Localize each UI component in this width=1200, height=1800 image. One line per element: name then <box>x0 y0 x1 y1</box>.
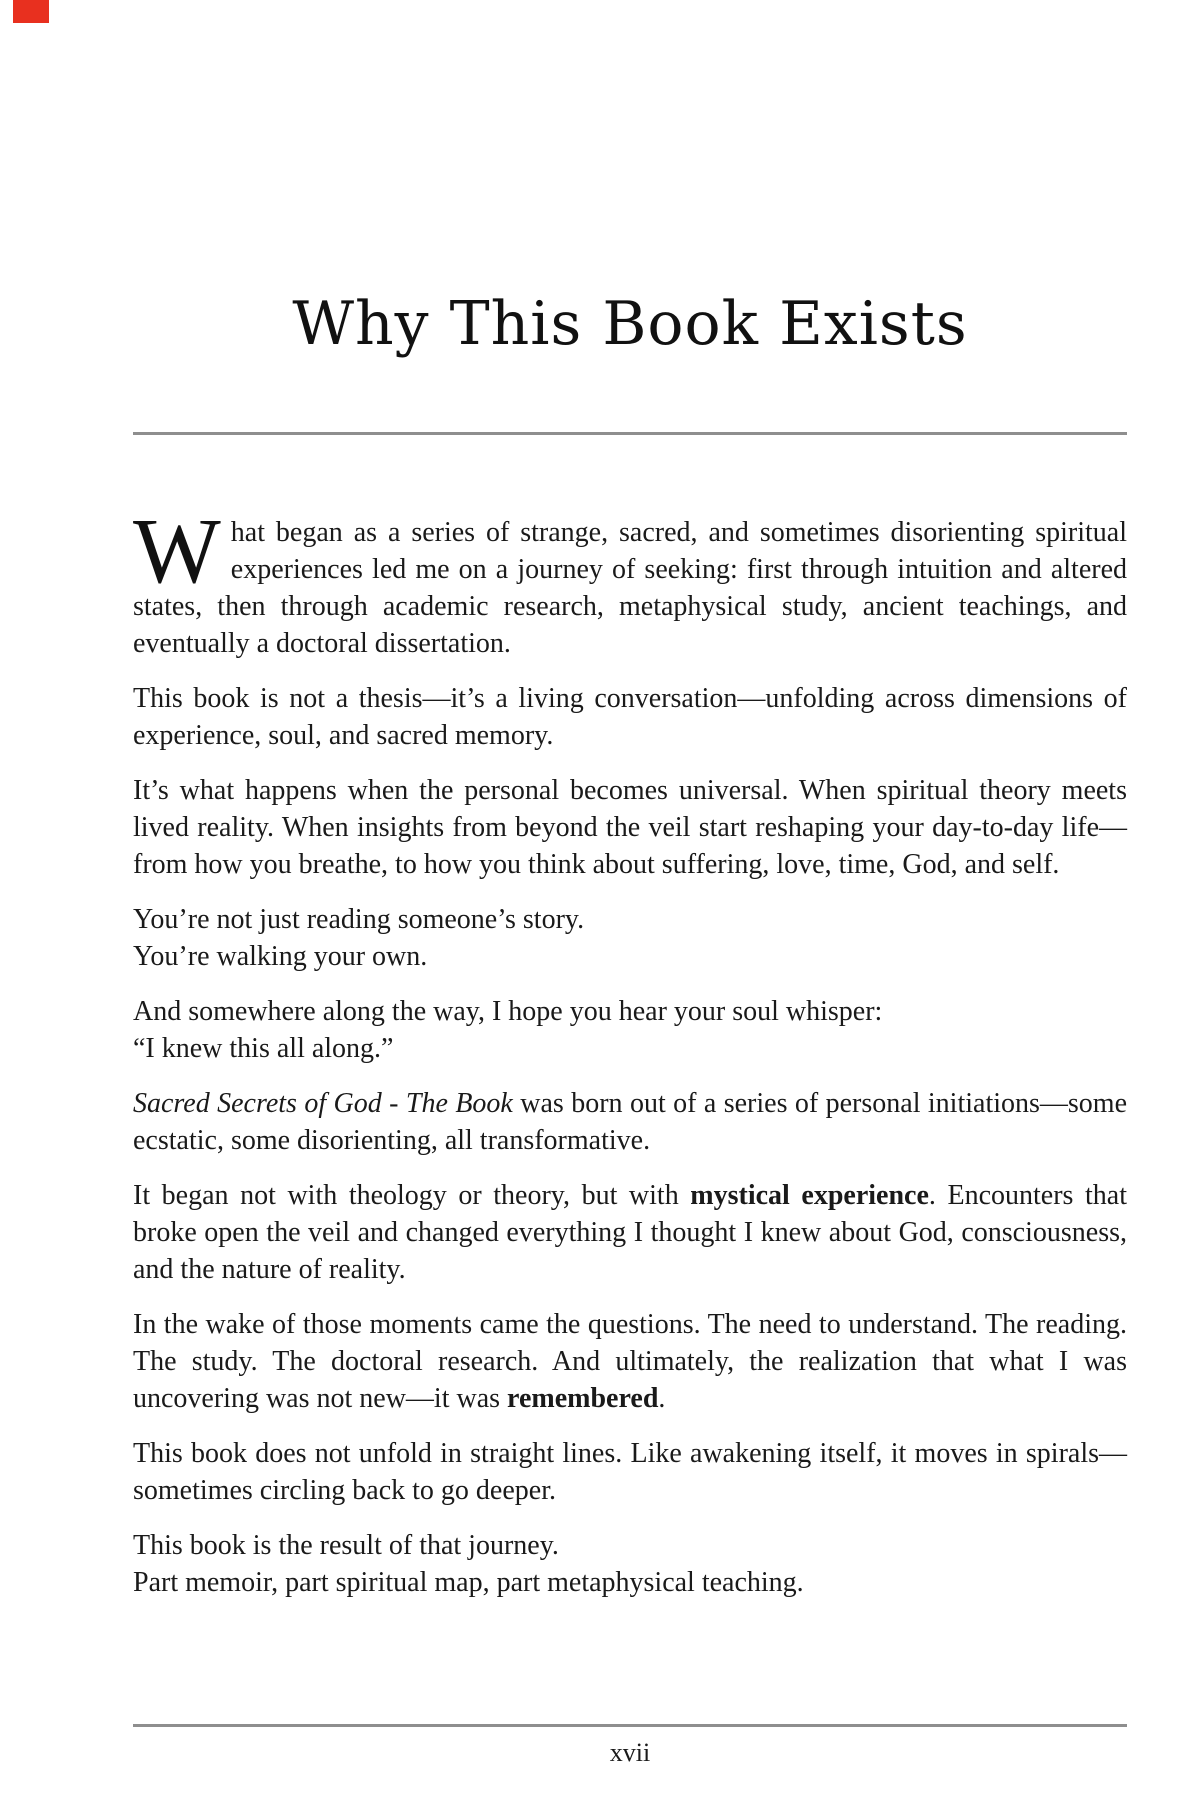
paragraph-born-of-initiations <box>133 1085 1127 1159</box>
body-text <box>133 500 1127 1619</box>
text-run: “I knew this all along.” <box>133 1033 394 1064</box>
text-run: You’re walking your own. <box>133 941 428 972</box>
red-corner-marker <box>13 0 49 23</box>
title-divider-rule <box>133 432 1127 435</box>
text-run: This book does not unfold in straight lines. Like awakening itself, it moves in spirals—sometimes circling back to go deeper. <box>133 1438 1127 1506</box>
text-run: Part memoir, part spiritual map, part metaphysical teaching. <box>133 1567 804 1598</box>
paragraph-remembered <box>133 1306 1127 1417</box>
text-run: In the wake of those moments came the questions. The need to understand. The reading. The study. The doctoral research. And ultimately, the realization that what I was uncovering was not new—it was <box>133 1309 1127 1414</box>
chapter-title: Why This Book Exists <box>292 289 968 359</box>
text-run: It began not with theology or theory, but with <box>133 1180 691 1211</box>
paragraph-personal-universal <box>133 772 1127 883</box>
text-run: You’re not just reading someone’s story. <box>133 904 585 935</box>
text-run: . Encounters that broke open the veil and changed everything I thought I knew about God, consciousness, and the nature of reality. <box>133 1180 1127 1285</box>
paragraph-mystical-experience <box>133 1177 1127 1288</box>
text-run: This book is the result of that journey. <box>133 1530 559 1561</box>
footer-divider-rule <box>133 1724 1127 1727</box>
text-run: And somewhere along the way, I hope you hear your soul whisper: <box>133 996 883 1027</box>
italic-text-run: Sacred Secrets of God - The Book <box>133 1088 513 1119</box>
text-run: . <box>658 1383 666 1414</box>
paragraph-opening <box>133 500 1127 662</box>
text-run: It’s what happens when the personal becomes universal. When spiritual theory meets lived reality. When insights from beyond the veil start reshaping your day-to-day life—from how you breathe, to how you think about suffering, love, time, God, and self. <box>133 775 1127 880</box>
text-run: This book is not a thesis—it’s a living conversation—unfolding across dimensions of experience, soul, and sacred memory. <box>133 683 1127 751</box>
paragraph-not-a-thesis <box>133 680 1127 754</box>
bold-text-run: mystical experience <box>690 1180 929 1211</box>
paragraph-spirals <box>133 1435 1127 1509</box>
bold-text-run: remembered <box>507 1383 659 1414</box>
paragraph-your-own-story <box>133 901 1127 975</box>
page-number: xvii <box>609 1738 651 1767</box>
text-run: was born out of a series of personal initiations—some ecstatic, some disorienting, all transformative. <box>133 1088 1127 1156</box>
text-run: hat began as a series of strange, sacred, and sometimes disorienting spiritual experiences led me on a journey of seeking: first through intuition and altered states, then through academic research, metaphysical study, ancient teachings, and eventually a doctoral dissertation. <box>133 517 1127 659</box>
drop-cap: W <box>133 500 221 603</box>
paragraph-result-of-journey <box>133 1527 1127 1601</box>
paragraph-soul-whisper <box>133 993 1127 1067</box>
